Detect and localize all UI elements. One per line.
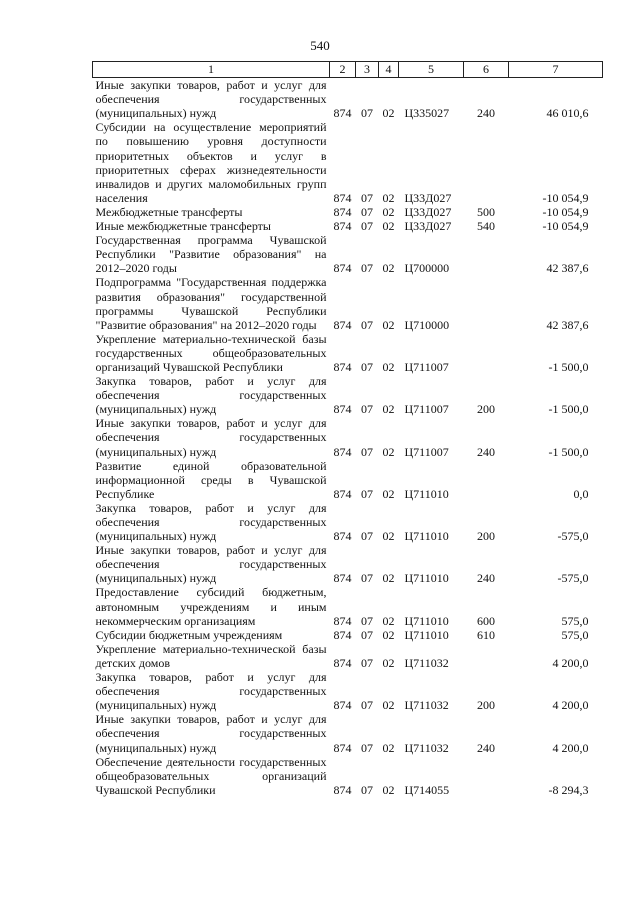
page-number: 540 — [310, 38, 330, 53]
amount: 46 010,6 — [546, 106, 589, 121]
section-code: 07 — [361, 106, 373, 121]
table-row — [93, 233, 603, 275]
expense-type-code: 200 — [477, 698, 495, 713]
header-col-3: 3 — [356, 62, 379, 78]
section-code: 07 — [361, 782, 373, 797]
section-code: 07 — [361, 529, 373, 544]
table-row — [93, 120, 603, 205]
ministry-code: 874 — [333, 627, 352, 642]
row-name: Обеспечение деятельности государственных общеобразовательных организаций Чувашской Республики — [95, 754, 327, 797]
amount: -1 500,0 — [548, 444, 589, 459]
amount: 575,0 — [561, 613, 589, 628]
ministry-code: 874 — [333, 317, 352, 332]
target-article-code: Ц711032 — [404, 698, 449, 713]
row-name: Подпрограмма "Государственная поддержка развития образования" государственной программы Чувашской Республики "Развитие образования" на 2012–2020 годы — [95, 275, 327, 332]
table-row — [93, 78, 603, 121]
row-name: Закупка товаров, работ и услуг для обеспечения государственных (муниципальных) нужд — [95, 670, 327, 713]
subsection-code: 02 — [382, 613, 395, 628]
section-code: 07 — [361, 219, 373, 234]
expense-type-code — [464, 332, 509, 374]
header-col-5: 5 — [399, 62, 464, 78]
row-name: Иные закупки товаров, работ и услуг для обеспечения государственных (муниципальных) нужд — [95, 78, 327, 121]
expense-type-code: 600 — [477, 613, 495, 628]
table-row — [93, 459, 603, 501]
section-code: 07 — [361, 359, 373, 374]
section-code: 07 — [361, 627, 373, 642]
header-col-2: 2 — [330, 62, 356, 78]
subsection-code: 02 — [382, 402, 395, 417]
row-name: Иные закупки товаров, работ и услуг для обеспечения государственных (муниципальных) нужд — [95, 416, 327, 459]
section-code: 07 — [361, 402, 373, 417]
ministry-code: 874 — [333, 486, 352, 501]
amount: -1 500,0 — [548, 359, 589, 374]
subsection-code: 02 — [382, 106, 395, 121]
target-article-code: Ц711007 — [404, 402, 449, 417]
section-code: 07 — [361, 317, 373, 332]
amount: -10 054,9 — [542, 204, 589, 219]
subsection-code: 02 — [382, 219, 395, 234]
target-article-code: Ц711010 — [404, 529, 449, 544]
ministry-code: 874 — [333, 444, 352, 459]
section-code: 07 — [361, 190, 373, 205]
row-name: Иные закупки товаров, работ и услуг для обеспечения государственных (муниципальных) нужд — [95, 712, 327, 755]
section-code: 07 — [361, 613, 373, 628]
table-row — [93, 543, 603, 585]
target-article-code: Ц335027 — [404, 106, 450, 121]
amount: 575,0 — [561, 627, 589, 642]
header-col-1: 1 — [93, 62, 330, 78]
expense-type-code — [464, 233, 509, 275]
header-col-6: 6 — [464, 62, 509, 78]
ministry-code: 874 — [333, 782, 352, 797]
expense-type-code: 200 — [477, 402, 495, 417]
subsection-code: 02 — [382, 529, 395, 544]
section-code: 07 — [361, 204, 373, 219]
target-article-code: Ц33Д027 — [404, 204, 452, 219]
table-row — [93, 642, 603, 670]
table-body — [93, 78, 603, 797]
target-article-code: Ц700000 — [404, 261, 450, 276]
row-name: Межбюджетные трансферты — [95, 204, 243, 219]
expense-type-code — [464, 120, 509, 205]
row-name: Государственная программа Чувашской Республики "Развитие образования" на 2012–2020 годы — [95, 233, 327, 276]
section-code: 07 — [361, 444, 373, 459]
amount: 4 200,0 — [552, 740, 589, 755]
table-row — [93, 628, 603, 642]
section-code: 07 — [361, 740, 373, 755]
row-name: Закупка товаров, работ и услуг для обеспечения государственных (муниципальных) нужд — [95, 500, 327, 544]
row-name: Иные межбюджетные трансферты — [95, 219, 271, 234]
table-row — [93, 219, 603, 233]
expense-type-code: 540 — [477, 219, 495, 234]
table-row — [93, 332, 603, 374]
subsection-code: 02 — [382, 740, 395, 755]
subsection-code: 02 — [382, 190, 395, 205]
ministry-code: 874 — [333, 219, 352, 234]
ministry-code: 874 — [333, 613, 352, 628]
row-name: Укрепление материально-технической базы детских домов — [95, 641, 327, 670]
ministry-code: 874 — [333, 402, 352, 417]
row-name: Субсидии бюджетным учреждениям — [95, 627, 283, 642]
header-row — [93, 62, 603, 78]
row-name: Субсидии на осуществление мероприятий по повышению уровня доступности приоритетных объектов и услуг в приоритетных сферах жизнедеятельности инвалидов и других маломобильных групп населения — [95, 120, 327, 205]
ministry-code: 874 — [333, 571, 352, 586]
target-article-code: Ц711010 — [404, 486, 449, 501]
table-header — [93, 62, 603, 78]
amount: 4 200,0 — [552, 698, 589, 713]
table-row — [93, 205, 603, 219]
subsection-code: 02 — [382, 261, 395, 276]
table-row — [93, 275, 603, 331]
ministry-code: 874 — [333, 261, 352, 276]
ministry-code: 874 — [333, 655, 352, 670]
table-row — [93, 670, 603, 712]
table-row — [93, 585, 603, 627]
subsection-code: 02 — [382, 782, 395, 797]
section-code: 07 — [361, 698, 373, 713]
target-article-code: Ц711007 — [404, 359, 449, 374]
ministry-code: 874 — [333, 204, 352, 219]
expense-type-code: 240 — [477, 740, 495, 755]
table-row — [93, 712, 603, 754]
section-code: 07 — [361, 655, 373, 670]
expense-type-code — [464, 642, 509, 670]
amount: 4 200,0 — [552, 655, 589, 670]
subsection-code: 02 — [382, 571, 395, 586]
section-code: 07 — [361, 486, 373, 501]
target-article-code: Ц711010 — [404, 627, 449, 642]
expense-type-code — [464, 755, 509, 797]
subsection-code: 02 — [382, 359, 395, 374]
table-row — [93, 755, 603, 797]
row-name: Развитие единой образовательной информационной среды в Чувашской Республике — [95, 458, 327, 501]
row-name: Закупка товаров, работ и услуг для обеспечения государственных (муниципальных) нужд — [95, 374, 327, 417]
expense-type-code: 500 — [477, 204, 495, 219]
subsection-code: 02 — [382, 444, 395, 459]
amount: -10 054,9 — [542, 190, 589, 205]
table-row — [93, 501, 603, 543]
ministry-code: 874 — [333, 106, 352, 121]
row-name: Иные закупки товаров, работ и услуг для обеспечения государственных (муниципальных) нужд — [95, 543, 327, 586]
expense-type-code: 240 — [477, 444, 495, 459]
target-article-code: Ц714055 — [404, 782, 450, 797]
ministry-code: 874 — [333, 359, 352, 374]
subsection-code: 02 — [382, 486, 395, 501]
target-article-code: Ц711032 — [404, 740, 449, 755]
target-article-code: Ц711010 — [404, 613, 449, 628]
ministry-code: 874 — [333, 698, 352, 713]
header-col-4: 4 — [379, 62, 399, 78]
table-row — [93, 416, 603, 458]
expense-type-code — [464, 275, 509, 331]
expense-type-code: 610 — [477, 627, 495, 642]
target-article-code: Ц711032 — [404, 655, 449, 670]
amount: -10 054,9 — [542, 219, 589, 234]
row-name: Предоставление субсидий бюджетным, автономным учреждениям и иным некоммерческим организациям — [95, 585, 327, 628]
ministry-code: 874 — [333, 529, 352, 544]
expense-type-code: 240 — [477, 106, 495, 121]
table-row — [93, 374, 603, 416]
subsection-code: 02 — [382, 698, 395, 713]
amount: 42 387,6 — [546, 317, 589, 332]
row-name: Укрепление материально-технической базы государственных общеобразовательных организаций Чувашской Республики — [95, 331, 327, 374]
ministry-code: 874 — [333, 190, 352, 205]
subsection-code: 02 — [382, 317, 395, 332]
subsection-code: 02 — [382, 627, 395, 642]
section-code: 07 — [361, 261, 373, 276]
target-article-code: Ц33Д027 — [404, 219, 452, 234]
subsection-code: 02 — [382, 204, 395, 219]
expense-type-code: 240 — [477, 571, 495, 586]
ministry-code: 874 — [333, 740, 352, 755]
amount: -575,0 — [557, 529, 589, 544]
expense-type-code — [464, 459, 509, 501]
amount: 0,0 — [573, 486, 589, 501]
target-article-code: Ц711010 — [404, 571, 449, 586]
target-article-code: Ц711007 — [404, 444, 449, 459]
amount: -1 500,0 — [548, 402, 589, 417]
target-article-code: Ц33Д027 — [404, 190, 452, 205]
amount: -8 294,3 — [548, 782, 589, 797]
amount: -575,0 — [557, 571, 589, 586]
target-article-code: Ц710000 — [404, 317, 450, 332]
header-col-7: 7 — [509, 62, 603, 78]
expense-type-code: 200 — [477, 529, 495, 544]
budget-table — [92, 61, 603, 797]
subsection-code: 02 — [382, 655, 395, 670]
amount: 42 387,6 — [546, 261, 589, 276]
section-code: 07 — [361, 571, 373, 586]
